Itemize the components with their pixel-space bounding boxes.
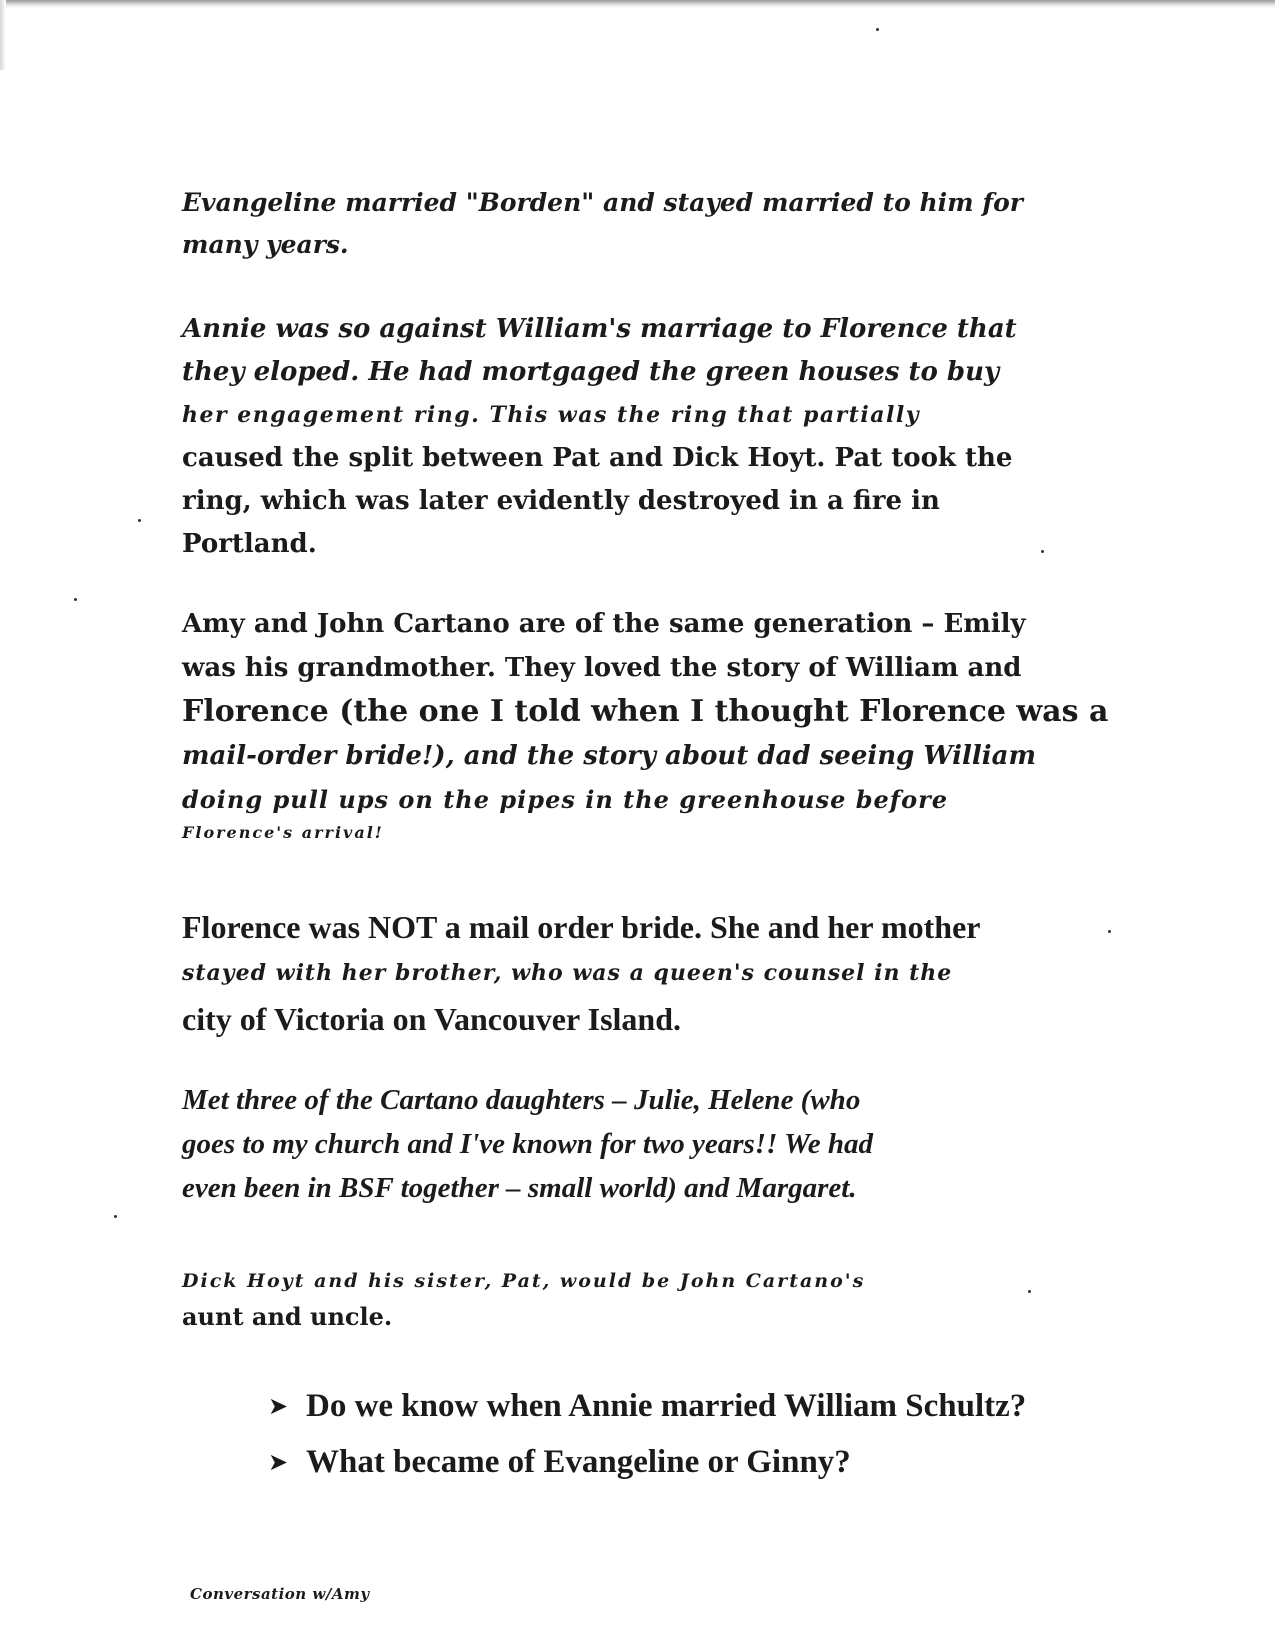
paragraph-line: caused the split between Pat and Dick Hoyt. Pat took the bbox=[182, 443, 1013, 473]
paragraph-line: they eloped. He had mortgaged the green houses to buy bbox=[182, 357, 1000, 387]
list-item bbox=[268, 1434, 1026, 1490]
scan-speck bbox=[114, 1215, 117, 1218]
paragraph-evangeline bbox=[182, 182, 1102, 266]
paragraph-not-mail-order-bride bbox=[182, 904, 1102, 1042]
paragraph-line: aunt and uncle. bbox=[182, 1302, 393, 1331]
paragraph-cartano-daughters bbox=[182, 1078, 1102, 1210]
scan-speck bbox=[1108, 930, 1111, 933]
scan-speck bbox=[1028, 1290, 1031, 1293]
paragraph-line: Florence (the one I told when I thought Florence was a bbox=[182, 694, 1109, 729]
footer-note: Conversation w/Amy bbox=[190, 1585, 370, 1603]
paragraph-line: even been in BSF together – small world) and Margaret. bbox=[182, 1172, 857, 1204]
scan-speck bbox=[876, 28, 879, 31]
paragraph-line: many years. bbox=[182, 230, 349, 259]
paragraph-line: Portland. bbox=[182, 529, 317, 559]
paragraph-line: doing pull ups on the pipes in the greenhouse before bbox=[182, 785, 949, 814]
paragraph-line: mail-order bride!), and the story about dad seeing William bbox=[182, 741, 1036, 771]
paragraph-cartano-generation bbox=[182, 602, 1109, 844]
paragraph-line: Amy and John Cartano are of the same generation – Emily bbox=[182, 609, 1026, 639]
question-text: Do we know when Annie married William Schultz? bbox=[306, 1388, 1027, 1424]
paragraph-line: Evangeline married "Borden" and stayed married to him for bbox=[182, 188, 1023, 217]
scan-speck bbox=[138, 519, 141, 522]
paragraph-line: Dick Hoyt and his sister, Pat, would be John Cartano's bbox=[182, 1270, 866, 1292]
paragraph-line: stayed with her brother, who was a queen's counsel in the bbox=[182, 960, 953, 986]
paragraph-line: Florence's arrival! bbox=[182, 823, 384, 842]
paragraph-line: her engagement ring. This was the ring that partially bbox=[182, 402, 921, 428]
paragraph-elopement bbox=[182, 308, 1102, 566]
question-list bbox=[268, 1378, 1026, 1490]
arrowhead-bullet-icon: ➤ bbox=[268, 1392, 289, 1420]
arrowhead-bullet-icon: ➤ bbox=[268, 1448, 289, 1476]
paragraph-line: Annie was so against William's marriage to Florence that bbox=[182, 314, 1017, 344]
scan-speck bbox=[74, 598, 77, 601]
list-item bbox=[268, 1378, 1026, 1434]
paragraph-line: goes to my church and I've known for two years!! We had bbox=[182, 1128, 873, 1160]
paragraph-line: city of Victoria on Vancouver Island. bbox=[182, 1001, 681, 1037]
question-text: What became of Evangeline or Ginny? bbox=[306, 1444, 851, 1480]
paragraph-dick-hoyt bbox=[182, 1263, 1102, 1335]
paragraph-line: Met three of the Cartano daughters – Julie, Helene (who bbox=[182, 1084, 861, 1116]
paragraph-line: Florence was NOT a mail order bride. She and her mother bbox=[182, 909, 981, 945]
scan-speck bbox=[1041, 550, 1044, 553]
paragraph-line: was his grandmother. They loved the story of William and bbox=[182, 653, 1022, 683]
paragraph-line: ring, which was later evidently destroyed in a fire in bbox=[182, 486, 940, 516]
